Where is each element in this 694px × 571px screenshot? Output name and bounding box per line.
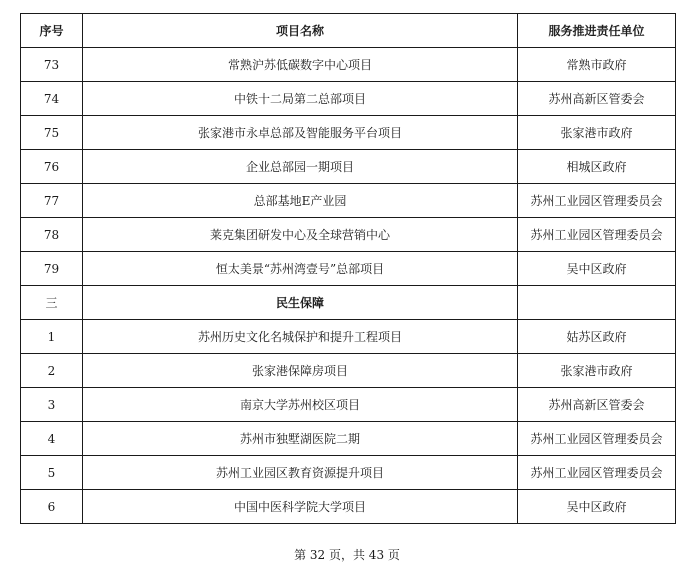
table-row [21,150,676,184]
cell-name: 企业总部园一期项目 [83,150,518,184]
cell-index: 79 [21,252,83,286]
cell-index: 4 [21,422,83,456]
cell-index: 74 [21,82,83,116]
cell-name: 中铁十二局第二总部项目 [83,82,518,116]
section-index: 三 [21,286,83,320]
cell-name: 苏州市独墅湖医院二期 [83,422,518,456]
project-table [20,13,676,524]
cell-unit: 吴中区政府 [518,252,676,286]
cell-unit: 吴中区政府 [518,490,676,524]
table-row [21,48,676,82]
cell-index: 76 [21,150,83,184]
table-row [21,116,676,150]
cell-index: 73 [21,48,83,82]
table-row [21,82,676,116]
cell-index: 3 [21,388,83,422]
cell-unit: 苏州工业园区管理委员会 [518,218,676,252]
cell-unit: 姑苏区政府 [518,320,676,354]
table-row [21,252,676,286]
cell-index: 75 [21,116,83,150]
cell-index: 5 [21,456,83,490]
cell-unit: 苏州工业园区管理委员会 [518,456,676,490]
page-number: 第 32 页，共 43 页 [294,548,400,562]
cell-name: 总部基地E产业园 [83,184,518,218]
cell-name: 苏州历史文化名城保护和提升工程项目 [83,320,518,354]
cell-unit: 常熟市政府 [518,48,676,82]
cell-unit: 张家港市政府 [518,116,676,150]
header-name: 项目名称 [83,14,518,48]
header-unit: 服务推进责任单位 [518,14,676,48]
cell-unit: 相城区政府 [518,150,676,184]
cell-unit: 苏州高新区管委会 [518,82,676,116]
cell-index: 77 [21,184,83,218]
section-title: 民生保障 [83,286,518,320]
cell-name: 苏州工业园区教育资源提升项目 [83,456,518,490]
section-row [21,286,676,320]
table-row [21,422,676,456]
table-row [21,218,676,252]
cell-name: 莱克集团研发中心及全球营销中心 [83,218,518,252]
cell-name: 张家港保障房项目 [83,354,518,388]
cell-name: 常熟沪苏低碳数字中心项目 [83,48,518,82]
cell-index: 78 [21,218,83,252]
cell-index: 6 [21,490,83,524]
cell-name: 恒太美景“苏州湾壹号”总部项目 [83,252,518,286]
table-row [21,354,676,388]
cell-name: 中国中医科学院大学项目 [83,490,518,524]
cell-unit: 张家港市政府 [518,354,676,388]
cell-index: 2 [21,354,83,388]
cell-name: 南京大学苏州校区项目 [83,388,518,422]
cell-index: 1 [21,320,83,354]
table-row [21,456,676,490]
table-header-row [21,14,676,48]
section-unit [518,286,676,320]
cell-unit: 苏州高新区管委会 [518,388,676,422]
table-row [21,490,676,524]
table-row [21,320,676,354]
cell-name: 张家港市永卓总部及智能服务平台项目 [83,116,518,150]
header-index: 序号 [21,14,83,48]
table-row [21,388,676,422]
cell-unit: 苏州工业园区管理委员会 [518,184,676,218]
table-row [21,184,676,218]
cell-unit: 苏州工业园区管理委员会 [518,422,676,456]
